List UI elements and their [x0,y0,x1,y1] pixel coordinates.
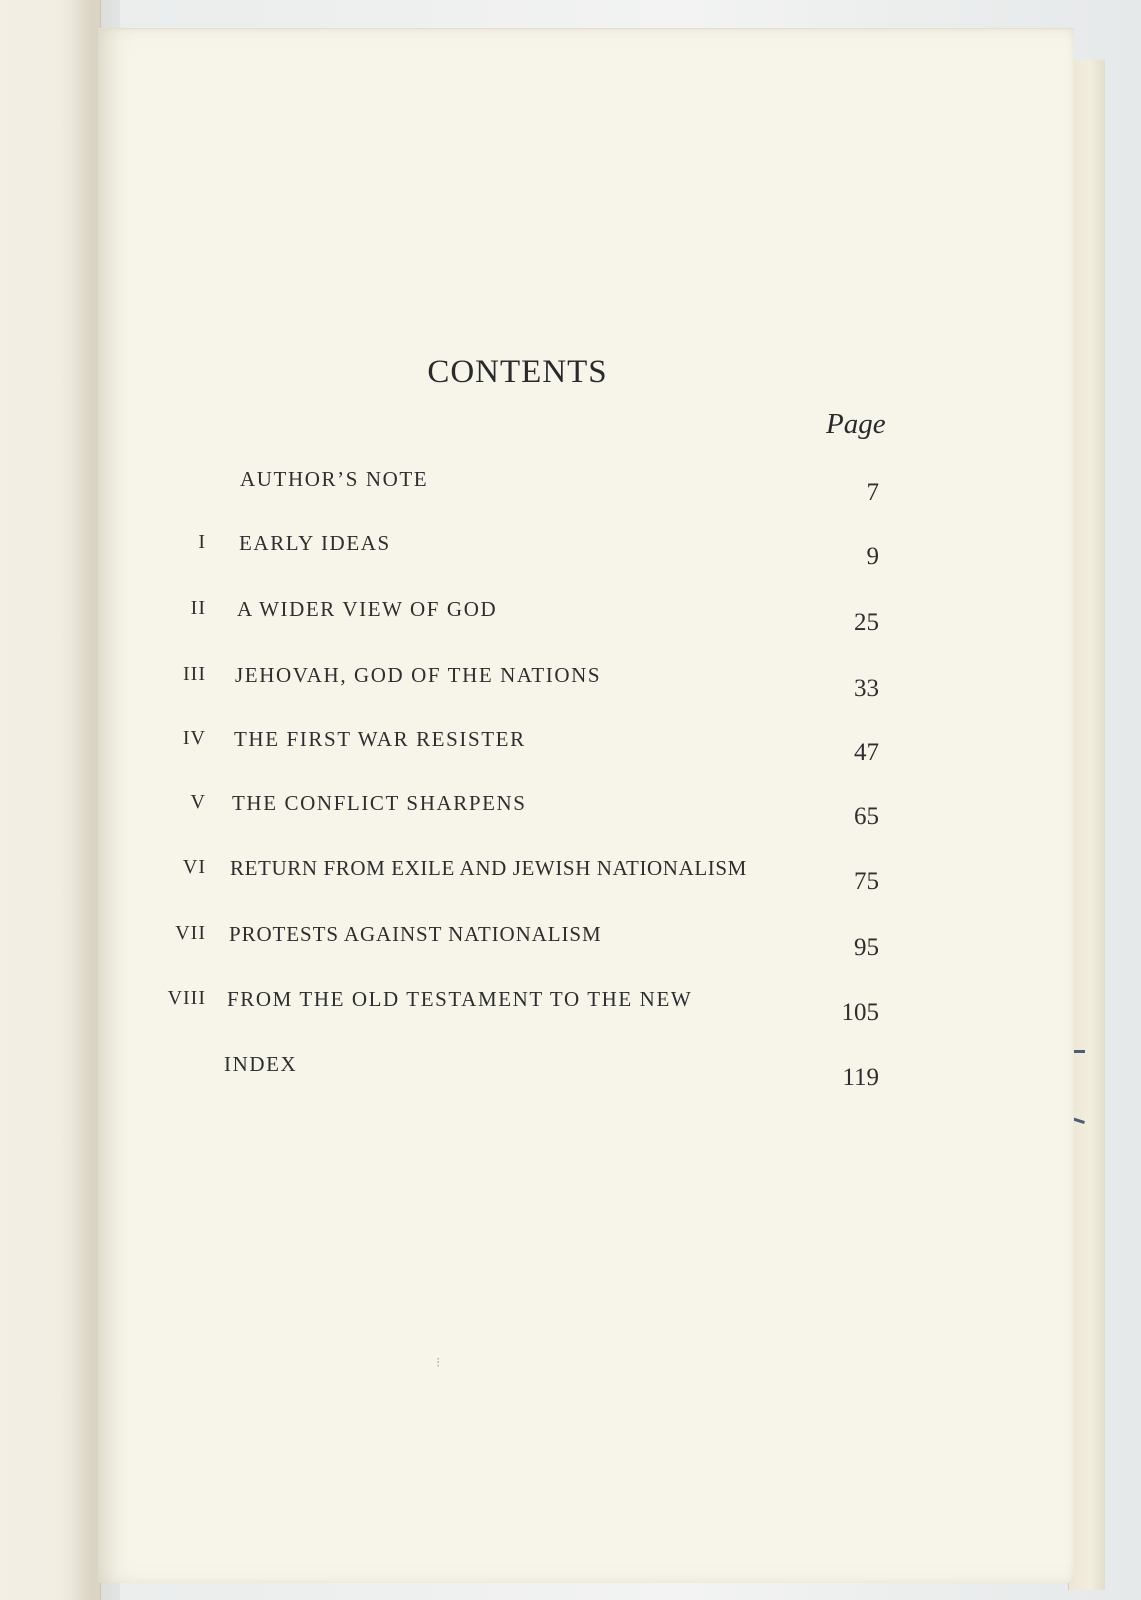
chapter-number: VIII [167,987,206,1009]
chapter-title: RETURN FROM EXILE AND JEWISH NATIONALISM [230,856,747,880]
chapter-number: VI [182,856,206,878]
chapter-number: IV [182,727,206,749]
chapter-title: PROTESTS AGAINST NATIONALISM [229,922,602,946]
chapter-number: III [183,663,206,685]
toc-entry [0,1052,1141,1092]
chapter-title: THE CONFLICT SHARPENS [232,791,527,815]
toc-entry [0,856,1141,896]
toc-entry [0,727,1141,767]
chapter-number: II [190,597,206,619]
chapter-title: JEHOVAH, GOD OF THE NATIONS [235,663,602,687]
folio-mark: ⁝ [436,1355,441,1371]
chapter-title: AUTHOR’S NOTE [240,467,429,491]
chapter-page: 25 [854,609,879,636]
chapter-page: 105 [841,999,879,1026]
chapter-title: A WIDER VIEW OF GOD [237,597,498,621]
chapter-title: EARLY IDEAS [239,531,391,555]
chapter-number: V [190,791,206,813]
toc-entry [0,987,1141,1027]
chapter-page: 47 [854,739,879,766]
chapter-page: 75 [854,868,879,895]
toc-entry [0,922,1141,962]
toc-entry [0,663,1141,703]
toc-entry [0,597,1141,637]
toc-entry [0,531,1141,571]
chapter-title: FROM THE OLD TESTAMENT TO THE NEW [227,987,693,1011]
chapter-page: 9 [866,543,879,570]
chapter-page: 95 [854,934,879,961]
chapter-title: INDEX [224,1052,298,1076]
chapter-number: I [198,531,206,553]
toc-entry [0,791,1141,831]
chapter-title: THE FIRST WAR RESISTER [234,727,526,751]
contents-title: CONTENTS [427,354,608,390]
chapter-page: 119 [842,1064,879,1091]
toc-entry [0,467,1141,507]
chapter-page: 65 [854,803,879,830]
chapter-number: VII [175,922,206,944]
chapter-page: 33 [854,675,879,702]
chapter-page: 7 [866,479,879,506]
page-column-header: Page [826,408,886,440]
